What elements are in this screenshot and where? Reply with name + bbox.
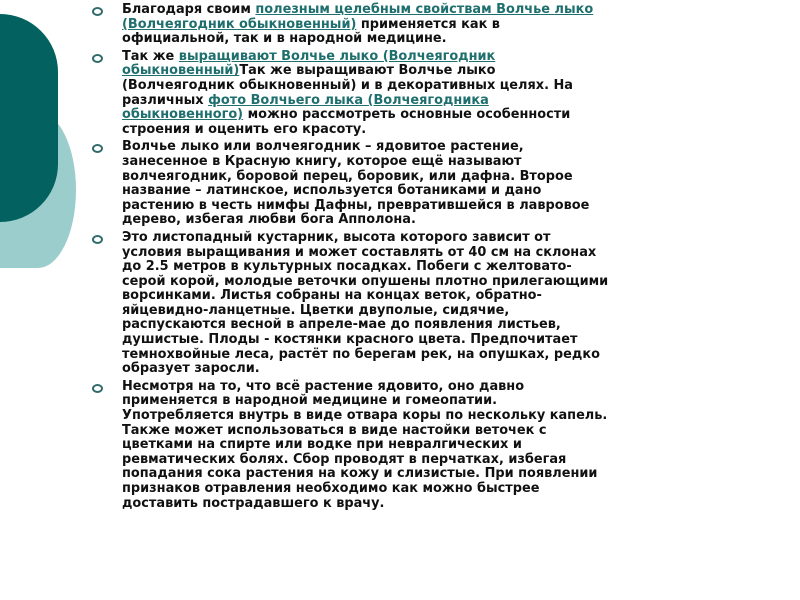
bullet-paragraph [92,3,772,47]
text-segment: (Волчеягодник обыкновенный) и в декоративных целях. На [122,77,573,93]
text-line [122,18,772,33]
text-segment: яйцевидно-ланцетные. Цветки двуполые, сидячие, [122,302,510,318]
text-segment: растению в честь нимфы Дафны, превратившейся в лавровое [122,197,590,213]
inline-link[interactable]: полезным целебным свойствам Волчье лыко [255,2,594,17]
text-line [122,453,772,468]
bullet-circle-icon [92,7,103,16]
text-segment: образует заросли. [122,361,260,377]
text-segment: официальной, так и в народной медицине. [122,31,447,47]
inline-link[interactable]: (Волчеягодник обыкновенный) [122,16,357,32]
text-segment: темнохвойные леса, растёт по берегам рек, на опушках, редко [122,346,600,362]
text-line [122,482,772,497]
bullet-circle-icon [92,384,103,393]
bullet-paragraph [92,140,772,228]
text-segment: серой корой, молодые веточки опушены плотно прилегающими [122,273,609,289]
text-line [122,424,772,439]
text-line [122,497,772,512]
text-line [122,394,772,409]
text-segment: душистые. Плоды - костянки красного цвета. Предпочитает [122,332,578,348]
text-line [122,50,772,65]
text-line [122,79,772,94]
bullet-circle-icon [92,54,103,63]
text-segment: условия выращивания и может составлять от 40 см на склонах [122,244,597,260]
text-line [122,140,772,155]
text-segment: Несмотря на то, что всё растение ядовито, оно давно [122,378,525,394]
slide-body [92,3,772,514]
text-segment: занесенное в Красную книгу, которое ещё называют [122,153,522,169]
text-line [122,123,772,138]
text-segment: Так же выращивают Волчье лыко [239,63,496,79]
text-line [122,32,772,47]
text-segment: Также может использоваться в виде настойки веточек с [122,422,547,438]
inline-link[interactable]: обыкновенный) [122,63,240,79]
text-line [122,64,772,79]
text-line [122,362,772,377]
bullet-circle-icon [92,144,103,153]
bullet-circle-icon [92,235,103,244]
text-line [122,155,772,170]
text-segment: Так же [122,48,179,64]
text-segment: ревматических болях. Сбор проводят в перчатках, избегая [122,451,567,467]
inline-link[interactable]: фото Волчьего лыка (Волчеягодника [208,92,489,108]
text-segment: попадания сока растения на кожу и слизистые. При появлении [122,466,598,482]
text-line [122,409,772,424]
text-line [122,348,772,363]
text-segment: Волчье лыко или волчеягодник – ядовитое растение, [122,139,524,155]
text-line [122,184,772,199]
text-line [122,94,772,109]
text-segment: различных [122,92,209,108]
text-segment: применяется в народной медицине и гомеопатии. [122,393,498,409]
text-line [122,333,772,348]
text-line [122,380,772,395]
text-segment: волчеягодник, боровой перец, боровик, или дафна. Второе [122,168,573,184]
text-line [122,246,772,261]
text-line [122,467,772,482]
inline-link[interactable]: выращивают Волчье лыко (Волчеягодник [178,48,496,64]
decorative-dark-circle [0,14,58,222]
text-segment: доставить пострадавшего к врачу. [122,495,385,511]
text-segment: Это листопадный кустарник, высота которого зависит от [122,229,551,245]
inline-link[interactable]: обыкновенного) [122,107,244,123]
text-line [122,199,772,214]
text-line [122,213,772,228]
text-line [122,231,772,246]
text-segment: Благодаря своим [122,2,256,17]
text-segment: ворсинками. Листья собраны на концах веток, обратно- [122,288,542,304]
text-segment: применяется как в [356,16,500,32]
text-line [122,275,772,290]
text-line [122,260,772,275]
text-line [122,438,772,453]
text-line [122,289,772,304]
bullet-paragraph [92,231,772,377]
text-line [122,170,772,185]
text-segment: распускаются весной в апреле-мае до появления листьев, [122,317,561,333]
bullet-paragraph [92,50,772,138]
text-line [122,318,772,333]
text-line [122,304,772,319]
text-line [122,108,772,123]
text-segment: дерево, избегая любви бога Апполона. [122,212,416,228]
text-segment: цветками на спирте или водке при невралгических и [122,437,522,453]
text-segment: признаков отравления необходимо как можно быстрее [122,481,540,496]
text-segment: строения и оценить его красоту. [122,121,367,137]
bullet-paragraph [92,380,772,511]
text-segment: до 2.5 метров в культурных посадках. Побеги с желтовато- [122,259,572,275]
text-line [122,3,772,18]
text-segment: название – латинское, используется ботаниками и дано [122,183,542,199]
text-segment: Употребляется внутрь в виде отвара коры по нескольку капель. [122,408,608,424]
text-segment: можно рассмотреть основные особенности [243,107,571,123]
